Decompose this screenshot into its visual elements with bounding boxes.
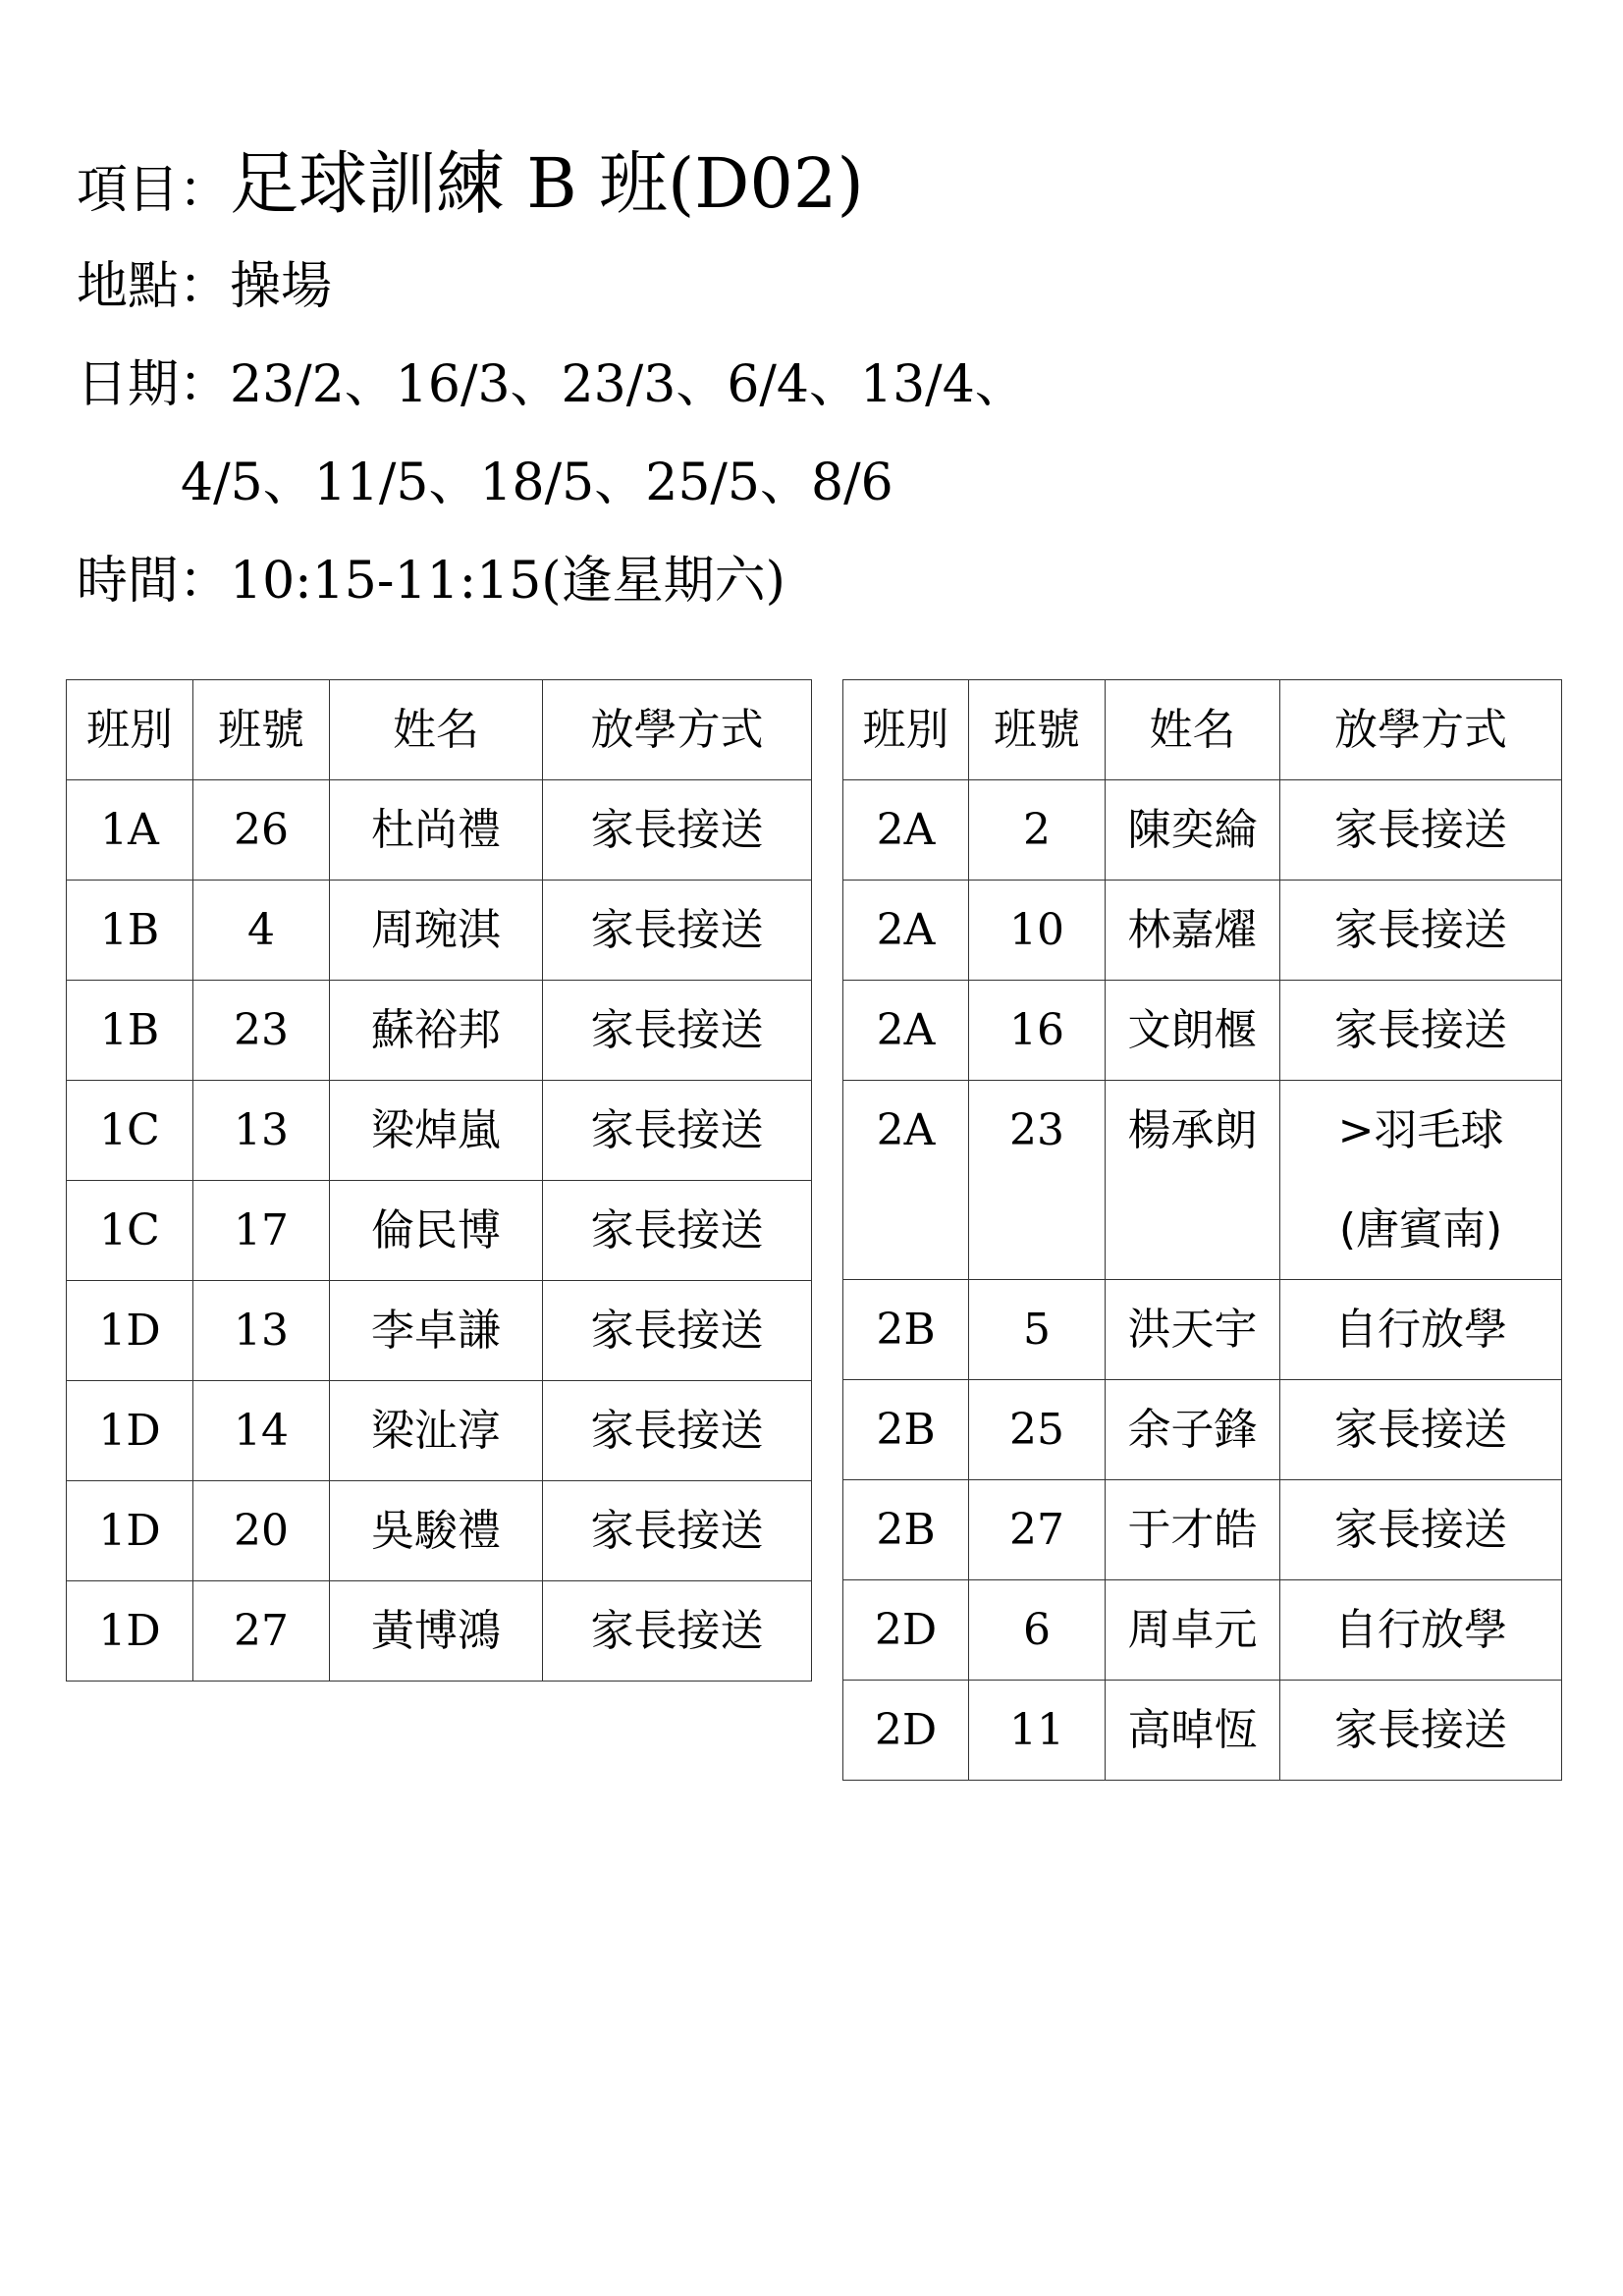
item-label: 項目：: [77, 161, 231, 220]
column-header: 班別: [843, 680, 969, 780]
number-cell: 13: [193, 1081, 330, 1181]
column-header: 班號: [193, 680, 330, 780]
name-cell: 于才皓: [1106, 1480, 1280, 1580]
number-cell: 25: [969, 1380, 1106, 1480]
roster-table-right: [842, 679, 1562, 1781]
number-cell: 2: [969, 780, 1106, 881]
dismissal-cell: 家長接送: [543, 1281, 812, 1381]
table-row: [843, 780, 1562, 881]
class-cell: 1B: [67, 981, 193, 1081]
column-header: 班號: [969, 680, 1106, 780]
table-row: [67, 1281, 812, 1381]
class-cell: 2B: [843, 1480, 969, 1580]
class-cell: 2D: [843, 1580, 969, 1681]
name-cell: 林嘉燿: [1106, 881, 1280, 981]
name-cell: 文朗椻: [1106, 981, 1280, 1081]
class-cell: 1D: [67, 1581, 193, 1682]
table-row: [67, 1081, 812, 1181]
item-value: 足球訓練 B 班(D02): [230, 143, 864, 224]
table-row: [843, 1280, 1562, 1380]
name-cell: 李卓謙: [330, 1281, 543, 1381]
table-row: [843, 981, 1562, 1081]
date-line: [77, 355, 1026, 414]
time-label: 時間：: [77, 552, 231, 611]
class-cell: 2A: [843, 881, 969, 981]
date-line-continued: [181, 454, 893, 512]
dismissal-cell: 家長接送: [543, 1581, 812, 1682]
class-cell: 1D: [67, 1481, 193, 1581]
name-cell: 楊承朗: [1106, 1081, 1280, 1280]
name-cell: 黃博鴻: [330, 1581, 543, 1682]
number-cell: 20: [193, 1481, 330, 1581]
table-row: [67, 1581, 812, 1682]
dismissal-cell: 家長接送: [543, 1381, 812, 1481]
column-header: 姓名: [1106, 680, 1280, 780]
date-label: 日期：: [77, 355, 231, 414]
header-row: [843, 680, 1562, 780]
name-cell: 周琬淇: [330, 881, 543, 981]
number-cell: 26: [193, 780, 330, 881]
class-cell: 2B: [843, 1380, 969, 1480]
column-header: 班別: [67, 680, 193, 780]
number-cell: 4: [193, 881, 330, 981]
column-header: 姓名: [330, 680, 543, 780]
time-line: [77, 552, 785, 611]
table-row: [67, 981, 812, 1081]
name-cell: 吳駿禮: [330, 1481, 543, 1581]
number-cell: 5: [969, 1280, 1106, 1380]
class-cell: 1D: [67, 1381, 193, 1481]
class-cell: 2A: [843, 981, 969, 1081]
class-cell: 1C: [67, 1081, 193, 1181]
number-cell: 17: [193, 1181, 330, 1281]
dismissal-cell: 家長接送: [543, 1481, 812, 1581]
dismissal-note: (唐賓南): [1338, 1204, 1503, 1255]
table-row: [67, 1481, 812, 1581]
dismissal-cell: 自行放學: [1280, 1280, 1562, 1380]
number-cell: 10: [969, 881, 1106, 981]
dismissal-cell: 家長接送: [1280, 780, 1562, 881]
name-cell: 杜尚禮: [330, 780, 543, 881]
date-value-line1: 23/2、16/3、23/3、6/4、13/4、: [230, 355, 1026, 414]
name-cell: 余子鋒: [1106, 1380, 1280, 1480]
location-line: [77, 257, 333, 316]
number-cell: 23: [193, 981, 330, 1081]
dismissal-cell: 家長接送: [543, 981, 812, 1081]
name-cell: 梁沚淳: [330, 1381, 543, 1481]
dismissal-cell: 自行放學: [1280, 1580, 1562, 1681]
table-row: [843, 1081, 1562, 1280]
location-value: 操場: [230, 257, 333, 316]
column-header: 放學方式: [1280, 680, 1562, 780]
name-cell: 倫民博: [330, 1181, 543, 1281]
class-cell: 2B: [843, 1280, 969, 1380]
dismissal-cell: 家長接送: [543, 1081, 812, 1181]
name-cell: 周卓元: [1106, 1580, 1280, 1681]
class-cell: 1B: [67, 881, 193, 981]
number-cell: 27: [193, 1581, 330, 1682]
class-cell: 2A: [843, 1081, 969, 1280]
table-row: [843, 1681, 1562, 1781]
header-row: [67, 680, 812, 780]
dismissal-cell: 家長接送: [1280, 1480, 1562, 1580]
number-cell: 14: [193, 1381, 330, 1481]
dismissal-cell: 家長接送: [1280, 881, 1562, 981]
class-cell: 1A: [67, 780, 193, 881]
number-cell: 27: [969, 1480, 1106, 1580]
number-cell: 11: [969, 1681, 1106, 1781]
table-row: [843, 1380, 1562, 1480]
name-cell: 蘇裕邦: [330, 981, 543, 1081]
table-row: [67, 881, 812, 981]
number-cell: 23: [969, 1081, 1106, 1280]
number-cell: 6: [969, 1580, 1106, 1681]
table-row: [67, 1181, 812, 1281]
dismissal-cell: 家長接送: [1280, 1681, 1562, 1781]
class-cell: 1D: [67, 1281, 193, 1381]
table-row: [843, 1480, 1562, 1580]
dismissal-text: >羽毛球: [1337, 1105, 1504, 1155]
number-cell: 16: [969, 981, 1106, 1081]
dismissal-cell: 家長接送: [543, 780, 812, 881]
name-cell: 洪天宇: [1106, 1280, 1280, 1380]
date-value-line2: 4/5、11/5、18/5、25/5、8/6: [181, 454, 893, 512]
table-row: [843, 1580, 1562, 1681]
table-row: [67, 1381, 812, 1481]
location-label: 地點：: [77, 257, 231, 316]
class-cell: 1C: [67, 1181, 193, 1281]
item-line: [77, 143, 864, 224]
roster-right-body: [843, 680, 1562, 1781]
name-cell: 陳奕綸: [1106, 780, 1280, 881]
name-cell: 高晫恆: [1106, 1681, 1280, 1781]
roster-left-body: [67, 680, 812, 1682]
dismissal-cell: 家長接送: [1280, 1380, 1562, 1480]
dismissal-cell: 家長接送: [543, 881, 812, 981]
table-row: [67, 780, 812, 881]
class-cell: 2D: [843, 1681, 969, 1781]
column-header: 放學方式: [543, 680, 812, 780]
dismissal-cell: [1280, 1081, 1562, 1280]
dismissal-cell: 家長接送: [1280, 981, 1562, 1081]
table-row: [843, 881, 1562, 981]
roster-table-left: [66, 679, 812, 1682]
name-cell: 梁焯嵐: [330, 1081, 543, 1181]
number-cell: 13: [193, 1281, 330, 1381]
class-cell: 2A: [843, 780, 969, 881]
dismissal-cell: 家長接送: [543, 1181, 812, 1281]
time-value: 10:15-11:15(逢星期六): [230, 552, 785, 611]
